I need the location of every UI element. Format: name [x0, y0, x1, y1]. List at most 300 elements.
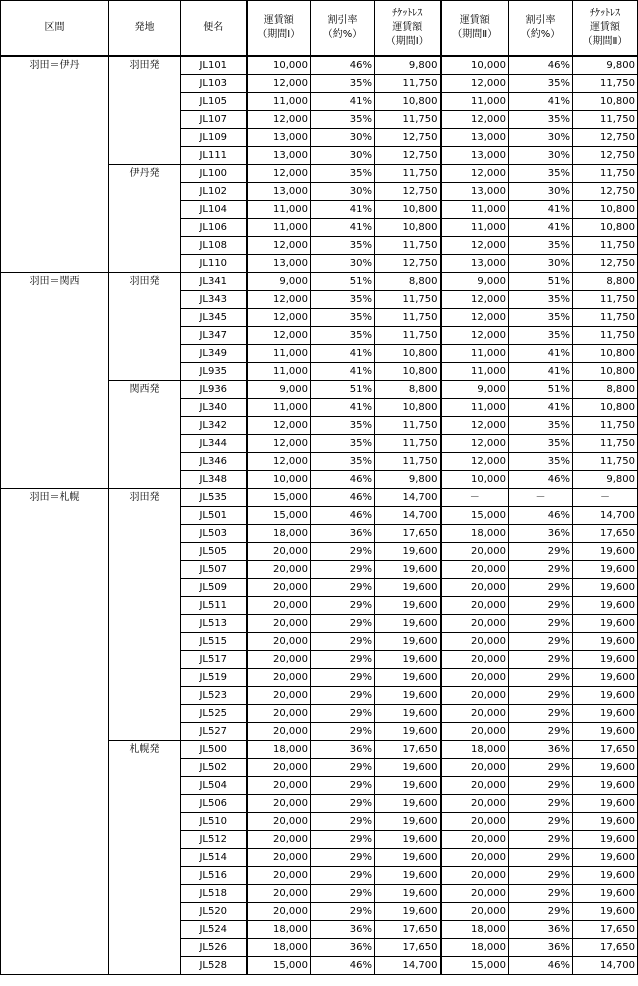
ticketless-period1-cell: 19,600 — [375, 759, 441, 777]
table-row — [1, 56, 638, 75]
rate-period2-cell: 30% — [509, 183, 573, 201]
flight-cell: JL524 — [181, 921, 247, 939]
fare-period2-cell: 12,000 — [441, 165, 509, 183]
ticketless-period1-cell: 19,600 — [375, 705, 441, 723]
route-cell — [1, 795, 109, 813]
rate-period2-cell: 35% — [509, 309, 573, 327]
origin-cell — [109, 867, 181, 885]
table-row — [1, 363, 638, 381]
fare-period1-cell: 18,000 — [247, 939, 311, 957]
fare-period1-cell: 12,000 — [247, 75, 311, 93]
rate-period1-cell: 35% — [311, 165, 375, 183]
table-row — [1, 687, 638, 705]
ticketless-period1-cell: 12,750 — [375, 183, 441, 201]
fare-period2-cell: 20,000 — [441, 669, 509, 687]
rate-period1-cell: 29% — [311, 687, 375, 705]
origin-cell — [109, 597, 181, 615]
ticketless-period2-cell: 9,800 — [573, 56, 638, 75]
route-cell — [1, 561, 109, 579]
ticketless-period1-cell: 10,800 — [375, 201, 441, 219]
fare-period2-cell: 13,000 — [441, 183, 509, 201]
rate-period1-cell: 29% — [311, 579, 375, 597]
origin-cell — [109, 471, 181, 489]
origin-cell — [109, 687, 181, 705]
fare-period2-cell: 9,000 — [441, 381, 509, 399]
header-rate-period2-line1: 割引率 — [525, 15, 556, 26]
rate-period2-cell: 35% — [509, 453, 573, 471]
fare-period1-cell: 20,000 — [247, 759, 311, 777]
flight-cell: JL506 — [181, 795, 247, 813]
origin-cell — [109, 651, 181, 669]
ticketless-period1-cell: 19,600 — [375, 543, 441, 561]
origin-cell — [109, 255, 181, 273]
ticketless-period2-cell: 19,600 — [573, 543, 638, 561]
route-cell — [1, 75, 109, 93]
origin-cell: 羽田発 — [109, 56, 181, 75]
fare-period1-cell: 12,000 — [247, 291, 311, 309]
ticketless-period1-cell: 19,600 — [375, 813, 441, 831]
flight-cell: JL104 — [181, 201, 247, 219]
rate-period2-cell: 29% — [509, 903, 573, 921]
flight-cell: JL504 — [181, 777, 247, 795]
fare-period2-cell: 18,000 — [441, 921, 509, 939]
rate-period2-cell: 29% — [509, 885, 573, 903]
table-row — [1, 813, 638, 831]
flight-cell: JL340 — [181, 399, 247, 417]
ticketless-period1-cell: 11,750 — [375, 309, 441, 327]
rate-period1-cell: 46% — [311, 489, 375, 507]
rate-period2-cell: 29% — [509, 813, 573, 831]
ticketless-period2-cell: 17,650 — [573, 525, 638, 543]
flight-cell: JL347 — [181, 327, 247, 345]
flight-cell: JL509 — [181, 579, 247, 597]
origin-cell — [109, 615, 181, 633]
route-cell — [1, 669, 109, 687]
ticketless-period1-cell: 19,600 — [375, 597, 441, 615]
fare-period2-cell: 13,000 — [441, 255, 509, 273]
route-cell — [1, 417, 109, 435]
origin-cell: 羽田発 — [109, 489, 181, 507]
rate-period2-cell: 35% — [509, 417, 573, 435]
rate-period1-cell: 35% — [311, 327, 375, 345]
ticketless-period1-cell: 10,800 — [375, 219, 441, 237]
ticketless-period1-cell: 14,700 — [375, 489, 441, 507]
origin-cell — [109, 93, 181, 111]
fare-period1-cell: 20,000 — [247, 813, 311, 831]
origin-cell — [109, 795, 181, 813]
origin-cell — [109, 921, 181, 939]
origin-cell — [109, 435, 181, 453]
flight-cell: JL511 — [181, 597, 247, 615]
ticketless-period2-cell: 11,750 — [573, 291, 638, 309]
header-ticketless-period1-line2: 運賃額 — [392, 22, 423, 33]
fare-period2-cell: 11,000 — [441, 93, 509, 111]
fare-period1-cell: 20,000 — [247, 777, 311, 795]
fare-period2-cell: 11,000 — [441, 363, 509, 381]
ticketless-period2-cell: 19,600 — [573, 561, 638, 579]
fare-period1-cell: 20,000 — [247, 795, 311, 813]
ticketless-period2-cell: 19,600 — [573, 579, 638, 597]
table-row — [1, 885, 638, 903]
rate-period1-cell: 51% — [311, 381, 375, 399]
flight-cell: JL528 — [181, 957, 247, 975]
ticketless-period2-cell: 19,600 — [573, 867, 638, 885]
rate-period1-cell: 41% — [311, 201, 375, 219]
table-row — [1, 507, 638, 525]
table-row — [1, 903, 638, 921]
origin-cell — [109, 147, 181, 165]
table-row — [1, 453, 638, 471]
ticketless-period2-cell: 19,600 — [573, 633, 638, 651]
flight-cell: JL101 — [181, 56, 247, 75]
flight-cell: JL106 — [181, 219, 247, 237]
table-row — [1, 273, 638, 291]
ticketless-period1-cell: 8,800 — [375, 273, 441, 291]
route-cell — [1, 309, 109, 327]
route-cell — [1, 651, 109, 669]
rate-period1-cell: 29% — [311, 597, 375, 615]
flight-cell: JL501 — [181, 507, 247, 525]
fare-period2-cell: 20,000 — [441, 759, 509, 777]
ticketless-period1-cell: 11,750 — [375, 75, 441, 93]
fare-period2-cell: 20,000 — [441, 885, 509, 903]
header-row — [1, 1, 638, 57]
flight-cell: JL518 — [181, 885, 247, 903]
fare-period2-cell: 13,000 — [441, 129, 509, 147]
origin-cell — [109, 219, 181, 237]
flight-cell: JL535 — [181, 489, 247, 507]
rate-period2-cell: 41% — [509, 399, 573, 417]
header-ticketless-period2 — [573, 1, 638, 57]
origin-cell — [109, 525, 181, 543]
header-fare-period2 — [441, 1, 509, 57]
fare-period2-cell: 12,000 — [441, 417, 509, 435]
rate-period1-cell: 36% — [311, 939, 375, 957]
origin-cell — [109, 669, 181, 687]
rate-period2-cell: 35% — [509, 435, 573, 453]
flight-cell: JL935 — [181, 363, 247, 381]
table-row — [1, 669, 638, 687]
ticketless-period1-cell: 17,650 — [375, 525, 441, 543]
flight-cell: JL517 — [181, 651, 247, 669]
origin-cell — [109, 633, 181, 651]
header-origin: 発地 — [109, 1, 181, 57]
fare-period1-cell: 20,000 — [247, 723, 311, 741]
fare-period1-cell: 18,000 — [247, 921, 311, 939]
origin-cell: 関西発 — [109, 381, 181, 399]
table-row — [1, 219, 638, 237]
flight-cell: JL105 — [181, 93, 247, 111]
route-cell — [1, 291, 109, 309]
fare-period2-cell: 12,000 — [441, 453, 509, 471]
flight-cell: JL344 — [181, 435, 247, 453]
header-ticketless-period2-line3: （期間Ⅱ） — [582, 36, 628, 47]
fare-period2-cell: 20,000 — [441, 543, 509, 561]
header-rate-period2 — [509, 1, 573, 57]
fare-period2-cell: 20,000 — [441, 867, 509, 885]
ticketless-period1-cell: 14,700 — [375, 507, 441, 525]
route-cell — [1, 741, 109, 759]
flight-cell: JL341 — [181, 273, 247, 291]
route-cell — [1, 435, 109, 453]
origin-cell — [109, 237, 181, 255]
ticketless-period2-cell: 9,800 — [573, 471, 638, 489]
route-cell — [1, 147, 109, 165]
rate-period1-cell: 46% — [311, 56, 375, 75]
origin-cell — [109, 759, 181, 777]
fare-period2-cell: 20,000 — [441, 651, 509, 669]
rate-period2-cell: 46% — [509, 957, 573, 975]
fare-period2-cell: 11,000 — [441, 201, 509, 219]
rate-period1-cell: 35% — [311, 237, 375, 255]
origin-cell — [109, 129, 181, 147]
rate-period2-cell: 36% — [509, 921, 573, 939]
origin-cell — [109, 831, 181, 849]
ticketless-period1-cell: 11,750 — [375, 435, 441, 453]
route-cell — [1, 849, 109, 867]
route-cell — [1, 813, 109, 831]
fare-period2-cell: 20,000 — [441, 633, 509, 651]
fare-period2-cell: 11,000 — [441, 219, 509, 237]
fare-period2-cell: 20,000 — [441, 615, 509, 633]
flight-cell: JL519 — [181, 669, 247, 687]
header-rate-period1-line2: （約%） — [322, 29, 363, 40]
fare-period1-cell: 13,000 — [247, 183, 311, 201]
rate-period1-cell: 35% — [311, 111, 375, 129]
table-row — [1, 867, 638, 885]
rate-period1-cell: 41% — [311, 363, 375, 381]
ticketless-period1-cell: 10,800 — [375, 399, 441, 417]
origin-cell — [109, 417, 181, 435]
flight-cell: JL348 — [181, 471, 247, 489]
route-cell — [1, 183, 109, 201]
rate-period2-cell: 35% — [509, 291, 573, 309]
flight-cell: JL515 — [181, 633, 247, 651]
origin-cell — [109, 399, 181, 417]
table-row — [1, 543, 638, 561]
table-row — [1, 561, 638, 579]
fare-period2-cell: 12,000 — [441, 309, 509, 327]
ticketless-period2-cell: 10,800 — [573, 363, 638, 381]
rate-period1-cell: 29% — [311, 867, 375, 885]
origin-cell — [109, 957, 181, 975]
rate-period1-cell: 36% — [311, 921, 375, 939]
table-row — [1, 615, 638, 633]
origin-cell — [109, 903, 181, 921]
fare-period2-cell: 12,000 — [441, 327, 509, 345]
fare-period1-cell: 11,000 — [247, 345, 311, 363]
ticketless-period2-cell: 10,800 — [573, 219, 638, 237]
fare-period1-cell: 20,000 — [247, 633, 311, 651]
route-cell — [1, 885, 109, 903]
ticketless-period2-cell: 19,600 — [573, 687, 638, 705]
ticketless-period1-cell: 8,800 — [375, 381, 441, 399]
rate-period2-cell: 29% — [509, 759, 573, 777]
rate-period1-cell: 36% — [311, 525, 375, 543]
route-cell — [1, 453, 109, 471]
fare-period2-cell: 20,000 — [441, 903, 509, 921]
ticketless-period2-cell: 10,800 — [573, 399, 638, 417]
table-row — [1, 327, 638, 345]
rate-period2-cell: 29% — [509, 705, 573, 723]
fare-period2-cell: 11,000 — [441, 345, 509, 363]
origin-cell — [109, 345, 181, 363]
flight-cell: JL346 — [181, 453, 247, 471]
fare-period1-cell: 11,000 — [247, 399, 311, 417]
ticketless-period1-cell: 19,600 — [375, 651, 441, 669]
fare-period1-cell: 11,000 — [247, 93, 311, 111]
ticketless-period2-cell: 12,750 — [573, 255, 638, 273]
fare-period1-cell: 20,000 — [247, 579, 311, 597]
fare-period1-cell: 20,000 — [247, 543, 311, 561]
fare-period2-cell: 13,000 — [441, 147, 509, 165]
ticketless-period1-cell: 19,600 — [375, 777, 441, 795]
ticketless-period2-cell: 14,700 — [573, 507, 638, 525]
fare-period2-cell: 12,000 — [441, 111, 509, 129]
fare-period2-cell: 15,000 — [441, 507, 509, 525]
flight-cell: JL526 — [181, 939, 247, 957]
rate-period1-cell: 29% — [311, 723, 375, 741]
ticketless-period2-cell: 11,750 — [573, 111, 638, 129]
table-row — [1, 237, 638, 255]
flight-cell: JL513 — [181, 615, 247, 633]
flight-cell: JL503 — [181, 525, 247, 543]
fare-period1-cell: 20,000 — [247, 669, 311, 687]
origin-cell — [109, 813, 181, 831]
header-fare-period1-line1: 運賃額 — [263, 15, 294, 26]
origin-cell — [109, 327, 181, 345]
rate-period1-cell: 29% — [311, 777, 375, 795]
ticketless-period2-cell: 19,600 — [573, 849, 638, 867]
flight-cell: JL108 — [181, 237, 247, 255]
table-row — [1, 633, 638, 651]
table-row — [1, 705, 638, 723]
flight-cell: JL936 — [181, 381, 247, 399]
origin-cell: 羽田発 — [109, 273, 181, 291]
rate-period1-cell: 29% — [311, 543, 375, 561]
ticketless-period2-cell: 8,800 — [573, 381, 638, 399]
fare-period1-cell: 20,000 — [247, 867, 311, 885]
fare-period1-cell: 9,000 — [247, 381, 311, 399]
rate-period2-cell: － — [509, 489, 573, 507]
rate-period2-cell: 35% — [509, 165, 573, 183]
rate-period2-cell: 36% — [509, 741, 573, 759]
fare-period1-cell: 12,000 — [247, 111, 311, 129]
rate-period1-cell: 29% — [311, 651, 375, 669]
rate-period2-cell: 41% — [509, 219, 573, 237]
rate-period1-cell: 35% — [311, 453, 375, 471]
fare-period1-cell: 13,000 — [247, 255, 311, 273]
fare-period2-cell: 10,000 — [441, 471, 509, 489]
route-cell — [1, 921, 109, 939]
flight-cell: JL103 — [181, 75, 247, 93]
fare-period2-cell: 20,000 — [441, 813, 509, 831]
ticketless-period2-cell: 19,600 — [573, 651, 638, 669]
fare-period2-cell: 15,000 — [441, 957, 509, 975]
rate-period2-cell: 51% — [509, 381, 573, 399]
fare-period1-cell: 13,000 — [247, 147, 311, 165]
table-row — [1, 345, 638, 363]
rate-period2-cell: 29% — [509, 777, 573, 795]
ticketless-period1-cell: 19,600 — [375, 831, 441, 849]
rate-period1-cell: 36% — [311, 741, 375, 759]
fare-period2-cell: 11,000 — [441, 399, 509, 417]
ticketless-period1-cell: 12,750 — [375, 255, 441, 273]
ticketless-period2-cell: 12,750 — [573, 183, 638, 201]
rate-period2-cell: 29% — [509, 669, 573, 687]
header-ticketless-period1-line1: ﾁｹｯﾄﾚｽ — [392, 8, 423, 19]
flight-cell: JL342 — [181, 417, 247, 435]
ticketless-period2-cell: 11,750 — [573, 435, 638, 453]
flight-cell: JL514 — [181, 849, 247, 867]
ticketless-period2-cell: 19,600 — [573, 885, 638, 903]
route-cell — [1, 867, 109, 885]
fare-period1-cell: 12,000 — [247, 237, 311, 255]
origin-cell: 伊丹発 — [109, 165, 181, 183]
rate-period2-cell: 29% — [509, 543, 573, 561]
ticketless-period1-cell: 11,750 — [375, 327, 441, 345]
route-cell — [1, 399, 109, 417]
table-row — [1, 291, 638, 309]
origin-cell: 札幌発 — [109, 741, 181, 759]
table-row — [1, 777, 638, 795]
ticketless-period1-cell: 19,600 — [375, 669, 441, 687]
header-rate-period1-line1: 割引率 — [327, 15, 358, 26]
route-cell — [1, 345, 109, 363]
route-cell — [1, 579, 109, 597]
rate-period2-cell: 41% — [509, 345, 573, 363]
fare-period1-cell: 20,000 — [247, 651, 311, 669]
rate-period2-cell: 29% — [509, 633, 573, 651]
ticketless-period1-cell: 12,750 — [375, 147, 441, 165]
rate-period2-cell: 29% — [509, 615, 573, 633]
table-row — [1, 183, 638, 201]
origin-cell — [109, 579, 181, 597]
flight-cell: JL100 — [181, 165, 247, 183]
fare-period1-cell: 11,000 — [247, 219, 311, 237]
rate-period1-cell: 29% — [311, 633, 375, 651]
rate-period1-cell: 30% — [311, 255, 375, 273]
ticketless-period2-cell: 19,600 — [573, 759, 638, 777]
flight-cell: JL349 — [181, 345, 247, 363]
origin-cell — [109, 111, 181, 129]
route-cell — [1, 165, 109, 183]
ticketless-period1-cell: 19,600 — [375, 885, 441, 903]
header-fare-period2-line2: （期間Ⅱ） — [452, 29, 498, 40]
table-row — [1, 255, 638, 273]
table-row — [1, 795, 638, 813]
fare-period2-cell: 20,000 — [441, 705, 509, 723]
fare-period1-cell: 18,000 — [247, 525, 311, 543]
table-row — [1, 957, 638, 975]
table-row — [1, 129, 638, 147]
ticketless-period1-cell: 10,800 — [375, 363, 441, 381]
route-cell — [1, 687, 109, 705]
rate-period2-cell: 35% — [509, 75, 573, 93]
fare-period1-cell: 20,000 — [247, 597, 311, 615]
route-cell — [1, 201, 109, 219]
route-cell — [1, 777, 109, 795]
fare-period1-cell: 20,000 — [247, 705, 311, 723]
fare-period1-cell: 13,000 — [247, 129, 311, 147]
origin-cell — [109, 75, 181, 93]
ticketless-period2-cell: 11,750 — [573, 309, 638, 327]
header-fare-period2-line1: 運賃額 — [459, 15, 490, 26]
fare-period1-cell: 11,000 — [247, 363, 311, 381]
ticketless-period1-cell: 17,650 — [375, 741, 441, 759]
header-ticketless-period1 — [375, 1, 441, 57]
fare-period1-cell: 12,000 — [247, 453, 311, 471]
